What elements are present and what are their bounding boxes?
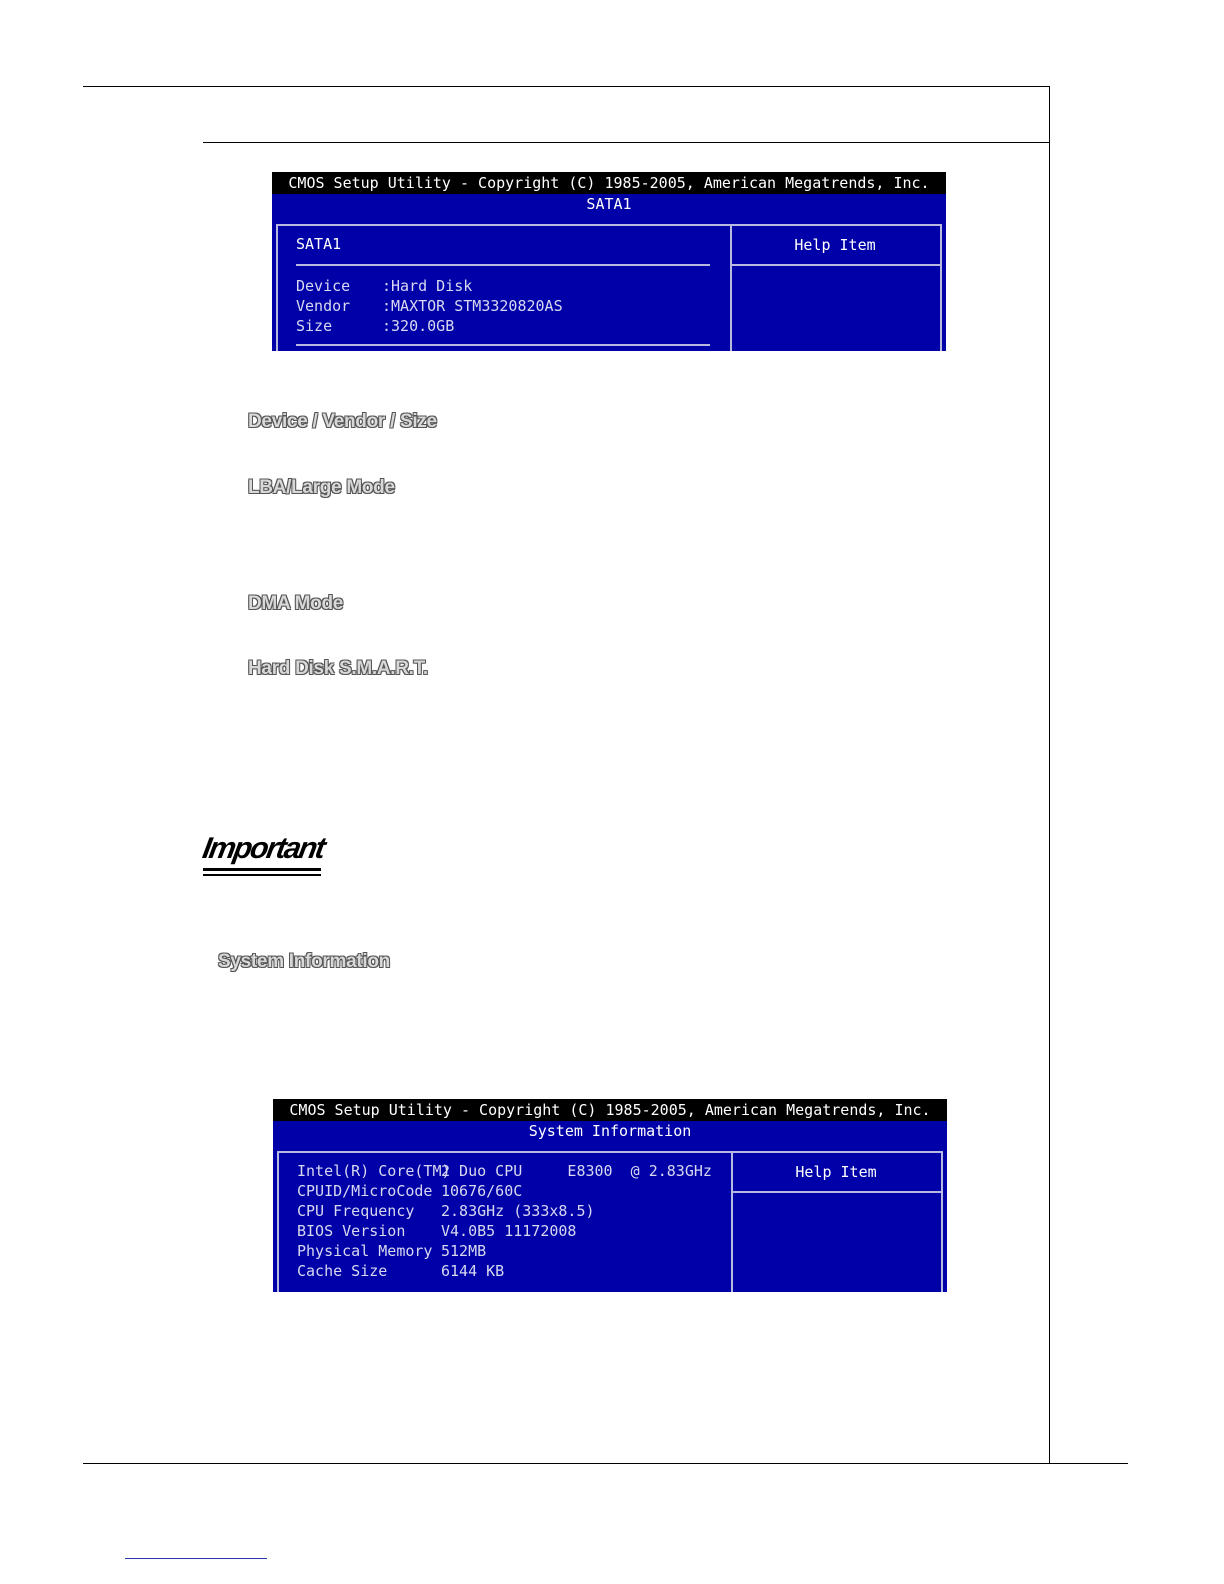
panel-divider <box>296 264 710 266</box>
panel-divider-bottom <box>296 344 710 346</box>
bottom-rule <box>83 1463 1128 1464</box>
row-label: Cache Size <box>297 1262 388 1280</box>
heading-system-information: System Information <box>218 951 390 972</box>
system-information-bios-screen <box>273 1099 947 1292</box>
bios-screen-title: System Information <box>528 1122 692 1140</box>
row-value: V4.0B5 11172008 <box>441 1222 577 1240</box>
row-label: Intel(R) Core(TM) <box>297 1162 451 1180</box>
bios-main-panel <box>277 1151 733 1292</box>
row-value: 10676/60C <box>441 1182 523 1200</box>
row-label: Physical Memory <box>297 1242 433 1260</box>
important-note-title: Important <box>200 832 327 865</box>
row-value: 2 Duo CPU E8300 @ 2.83GHz <box>441 1162 712 1180</box>
important-underline <box>203 868 321 871</box>
row-value: 512MB <box>441 1242 487 1260</box>
row-label: BIOS Version <box>297 1222 406 1240</box>
help-item-title: Help Item <box>730 226 940 266</box>
bios-help-panel <box>731 1151 943 1292</box>
heading-device-vendor-size: Device / Vendor / Size <box>248 411 437 432</box>
heading-dma-mode: DMA Mode <box>248 593 344 614</box>
row-value: :320.0GB <box>382 317 455 335</box>
bios-main-panel <box>276 224 732 351</box>
important-underline-double <box>203 874 321 876</box>
row-value: 6144 KB <box>441 1262 505 1280</box>
row-value: :Hard Disk <box>382 277 473 295</box>
row-label: CPU Frequency <box>297 1202 415 1220</box>
row-label: CPUID/MicroCode <box>297 1182 433 1200</box>
panel-heading: SATA1 <box>296 235 342 253</box>
sata1-bios-screen <box>272 172 946 351</box>
bios-screen-title: SATA1 <box>586 195 632 213</box>
footer-underline <box>125 1558 267 1559</box>
header-rule <box>203 142 1050 143</box>
row-label: Device <box>296 277 351 295</box>
bios-copyright-bar: CMOS Setup Utility - Copyright (C) 1985-2005, American Megatrends, Inc. <box>272 172 946 194</box>
top-rule <box>83 86 1050 87</box>
row-label: Vendor <box>296 297 351 315</box>
right-margin-rule <box>1049 86 1050 1463</box>
bios-help-panel <box>730 224 942 351</box>
heading-lba-large-mode: LBA/Large Mode <box>248 477 395 498</box>
row-value: 2.83GHz (333x8.5) <box>441 1202 595 1220</box>
heading-hdd-smart: Hard Disk S.M.A.R.T. <box>248 658 428 679</box>
help-item-title: Help Item <box>731 1153 941 1193</box>
row-value: :MAXTOR STM3320820AS <box>382 297 563 315</box>
bios-copyright-bar: CMOS Setup Utility - Copyright (C) 1985-2005, American Megatrends, Inc. <box>273 1099 947 1121</box>
row-label: Size <box>296 317 333 335</box>
